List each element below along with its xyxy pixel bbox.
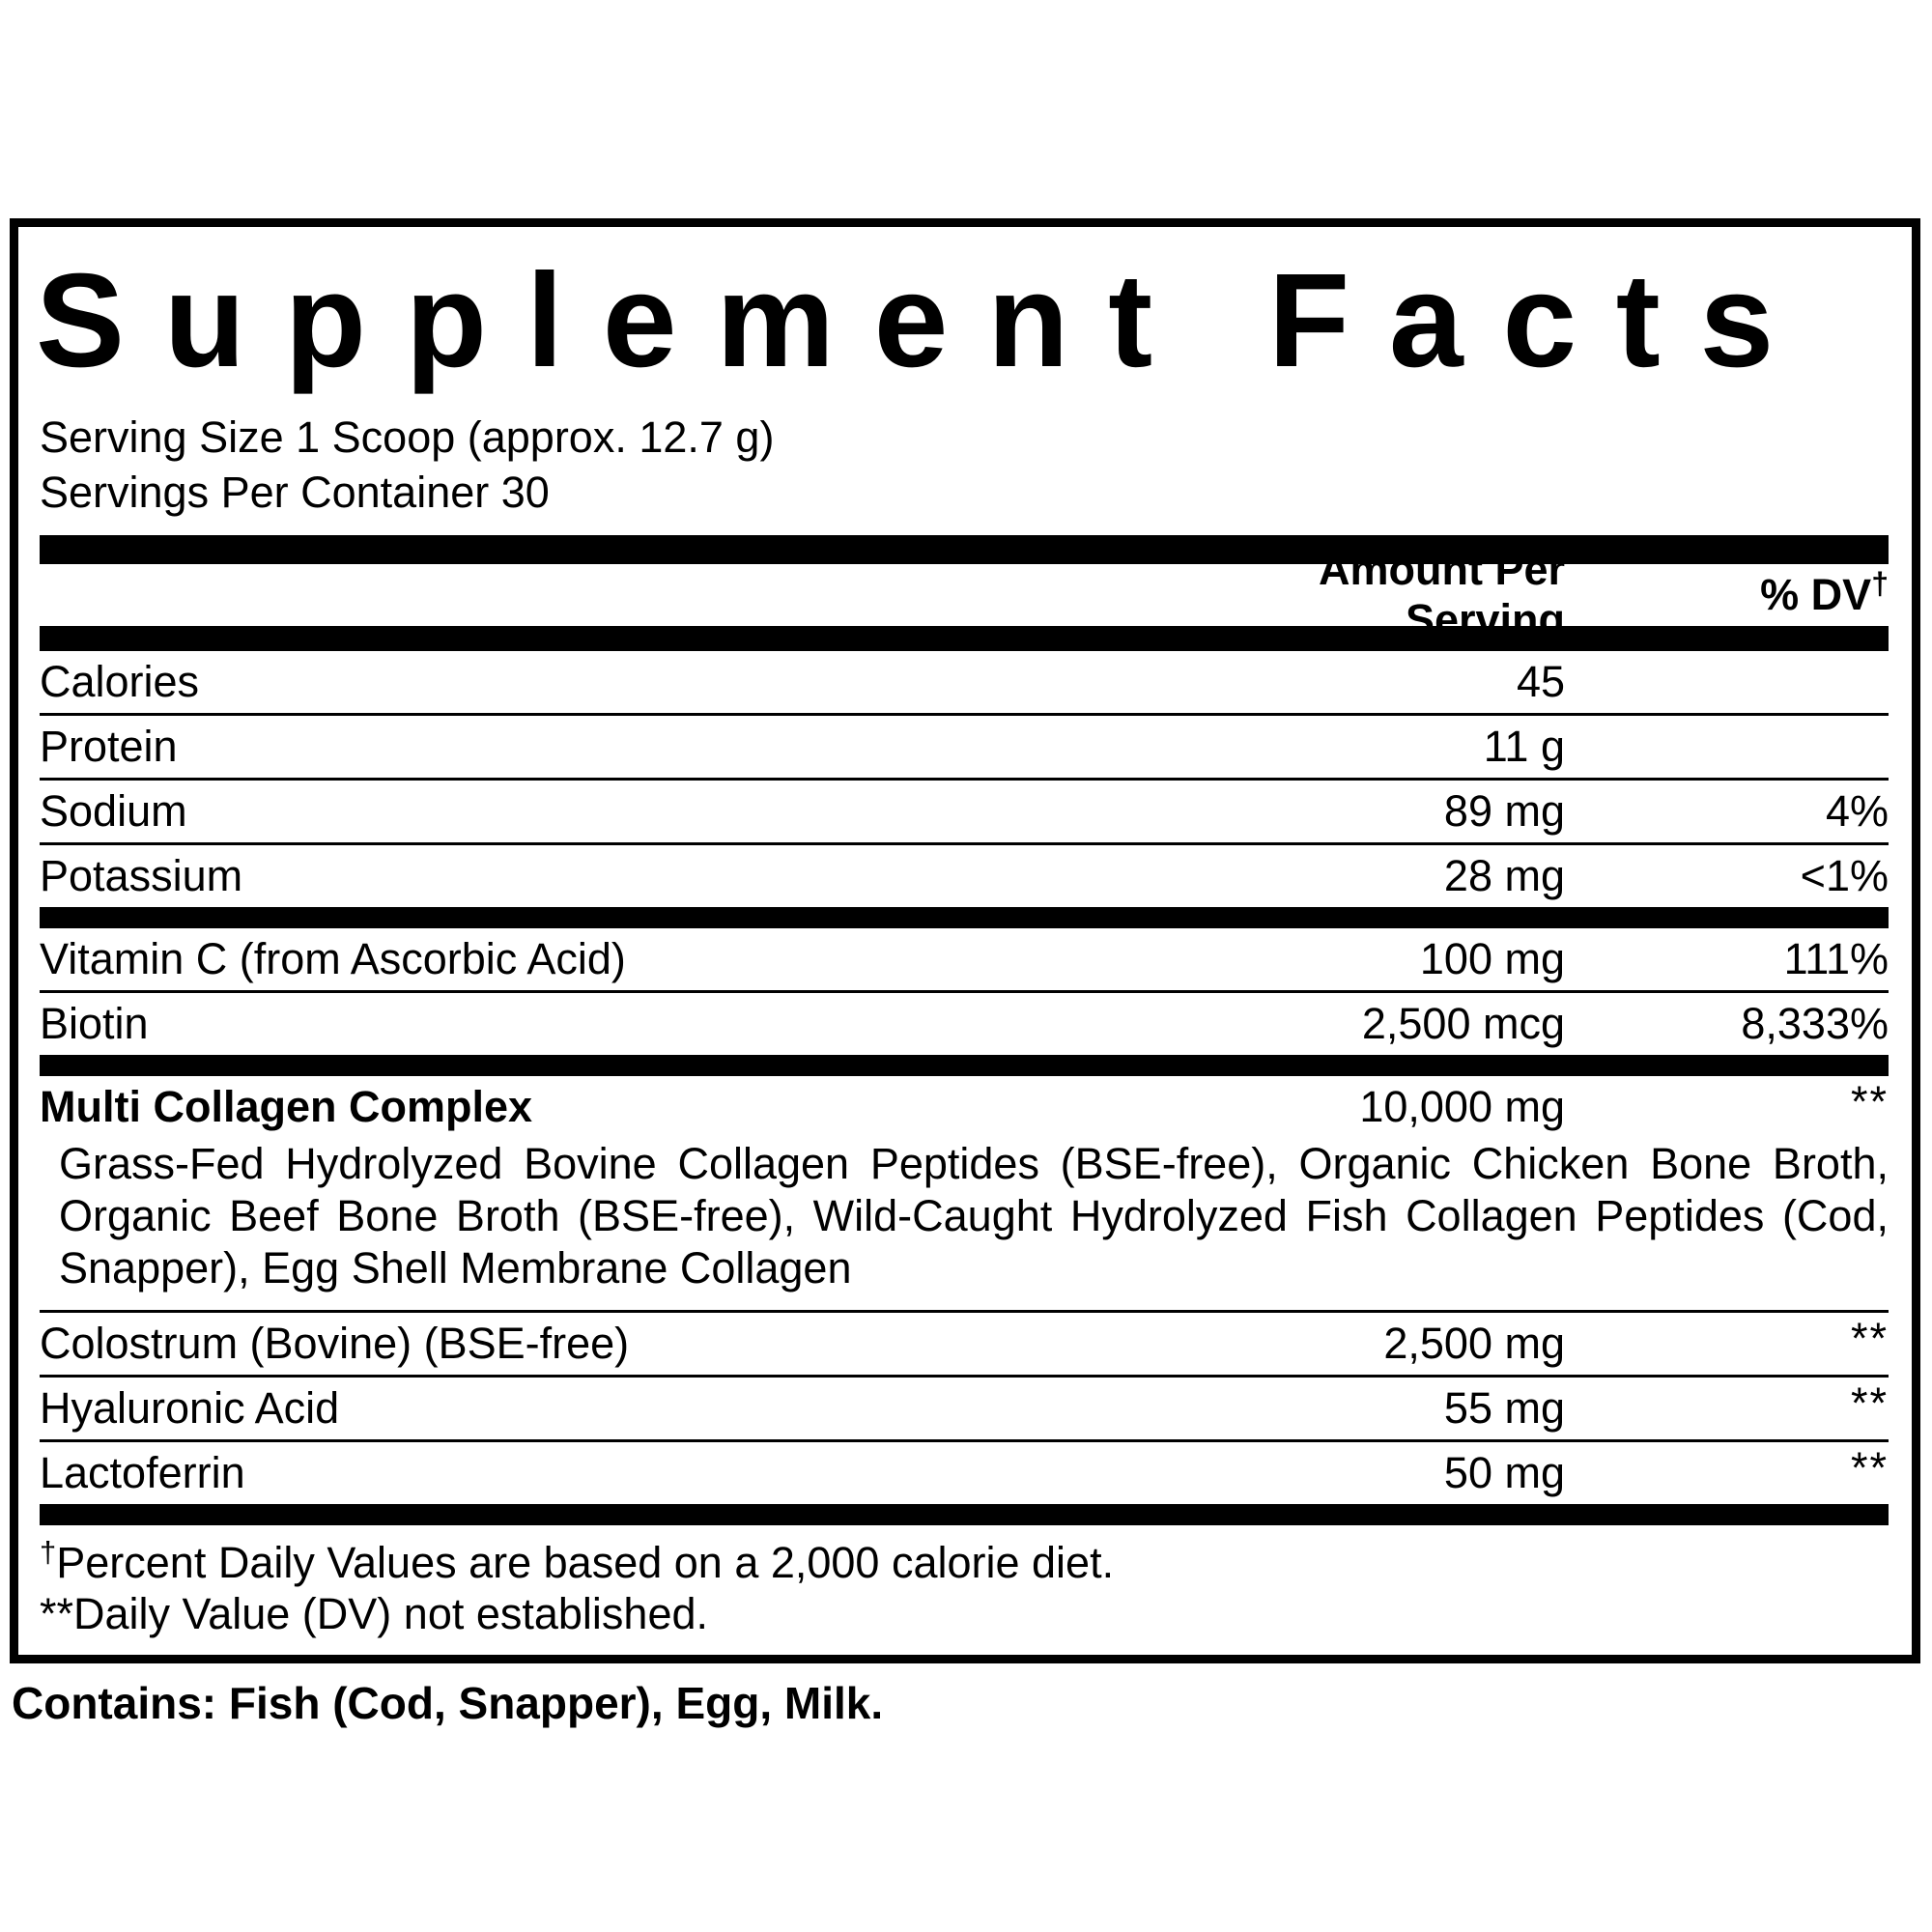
nutrient-dv: <1% [1800, 850, 1889, 900]
column-header-row [40, 544, 1889, 644]
nutrient-amount: 89 mg [1443, 785, 1565, 836]
nutrient-amount: 50 mg [1443, 1447, 1565, 1497]
nutrient-name: Lactoferrin [40, 1447, 245, 1497]
footnote-text: Percent Daily Values are based on a 2,000 calorie diet. [56, 1537, 1115, 1587]
nutrient-name: Sodium [40, 785, 187, 836]
nutrient-name: Calories [40, 656, 200, 706]
nutrient-amount: 100 mg [1419, 933, 1565, 983]
footnote-text: Daily Value (DV) not established. [73, 1588, 709, 1638]
allergen-statement: Contains: Fish (Cod, Snapper), Egg, Milk. [12, 1678, 884, 1728]
nutrient-row-hyaluronic-acid [40, 1378, 1889, 1439]
nutrient-row-sodium [40, 781, 1889, 842]
section-divider-bar-top [40, 535, 1889, 564]
nutrient-dv: 8,333% [1741, 998, 1889, 1048]
asterisks-icon: ** [40, 1588, 74, 1638]
nutrient-row-vitamin-c [40, 928, 1889, 990]
nutrient-name: Colostrum (Bovine) (BSE-free) [40, 1318, 630, 1368]
nutrient-amount: 11 g [1483, 721, 1565, 771]
nutrient-amount: 2,500 mg [1383, 1318, 1565, 1368]
nutrient-amount: 28 mg [1443, 850, 1565, 900]
nutrient-dv: ** [1850, 1442, 1889, 1492]
dagger-icon: † [1871, 565, 1889, 601]
section-divider-bar-footnotes [40, 1504, 1889, 1525]
footnote-daily-values [40, 1534, 1889, 1588]
nutrient-dv: 111% [1783, 933, 1889, 983]
dv-column-header [1565, 565, 1889, 620]
nutrient-amount: 2,500 mcg [1361, 998, 1565, 1048]
nutrient-dv: ** [1850, 1378, 1889, 1428]
nutrient-name: Protein [40, 721, 178, 771]
section-divider-bar-header [40, 626, 1889, 651]
nutrient-row-potassium [40, 845, 1889, 907]
section-divider-bar-vitamins [40, 907, 1889, 928]
footnotes [40, 1534, 1889, 1639]
nutrient-row-multi-collagen-complex [40, 1076, 1889, 1138]
servings-per-container-line: Servings Per Container 30 [40, 467, 550, 517]
nutrient-amount: 10,000 mg [1359, 1081, 1565, 1131]
supplement-facts-panel [10, 218, 1920, 1663]
serving-size-line: Serving Size 1 Scoop (approx. 12.7 g) [40, 412, 775, 462]
nutrient-name: Potassium [40, 850, 243, 900]
nutrient-row-protein [40, 716, 1889, 778]
nutrient-row-biotin [40, 993, 1889, 1055]
nutrient-dv: ** [1850, 1076, 1889, 1126]
nutrient-name: Multi Collagen Complex [40, 1081, 533, 1131]
panel-title: Supplement Facts [36, 246, 1813, 395]
nutrient-amount: 55 mg [1443, 1382, 1565, 1433]
nutrient-dv: ** [1850, 1313, 1889, 1363]
nutrient-row-lactoferrin [40, 1442, 1889, 1504]
dagger-icon: † [40, 1534, 57, 1569]
nutrient-dv: 4% [1825, 785, 1889, 836]
nutrient-name: Vitamin C (from Ascorbic Acid) [40, 933, 626, 983]
nutrient-name: Biotin [40, 998, 149, 1048]
dv-header-text: % DV [1760, 569, 1872, 619]
amount-column-header: Amount Per Serving [1318, 544, 1565, 644]
footnote-dv-not-established [40, 1588, 1889, 1639]
nutrient-row-colostrum [40, 1313, 1889, 1375]
blend-ingredient-description: Grass-Fed Hydrolyzed Bovine Collagen Peptides (BSE-free), Organic Chicken Bone Broth, Organic Beef Bone Broth (BSE-free), Wild-Caught Hydrolyzed Fish Collagen Peptides (Cod, Snapper), Egg Shell Membrane Collagen [59, 1138, 1889, 1293]
section-divider-bar-blend [40, 1055, 1889, 1076]
nutrient-name: Hyaluronic Acid [40, 1382, 340, 1433]
nutrient-amount: 45 [1516, 656, 1565, 706]
nutrient-row-calories [40, 651, 1889, 713]
